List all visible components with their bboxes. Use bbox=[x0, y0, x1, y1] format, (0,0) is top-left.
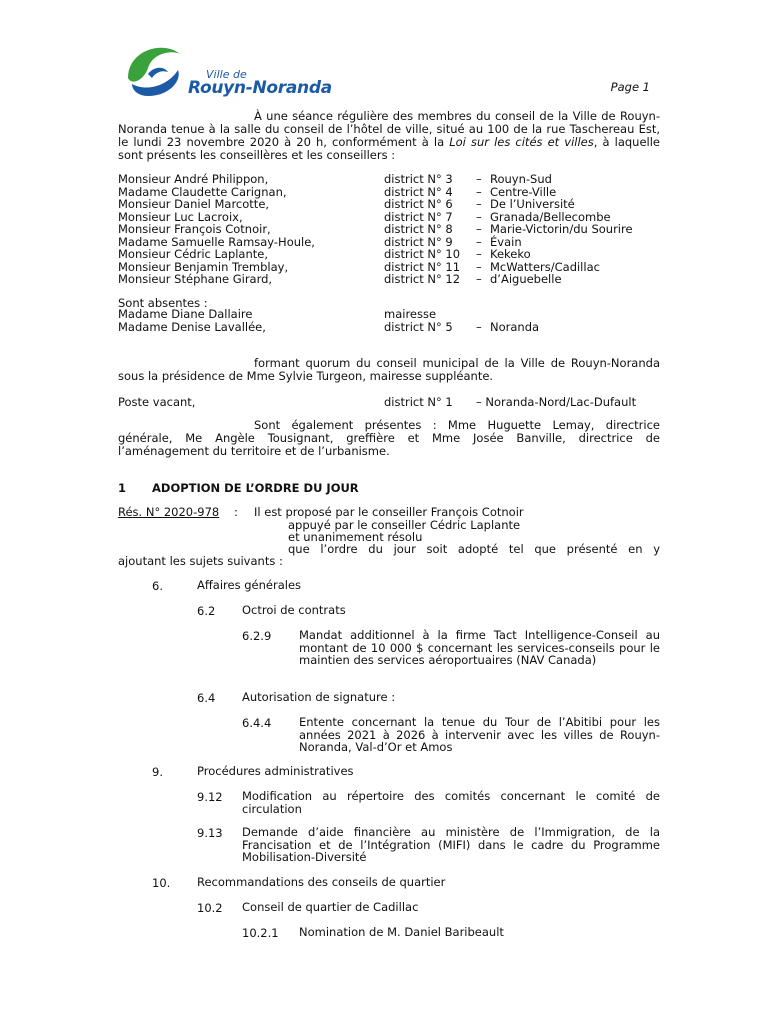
resolution-adopted: que l’ordre du jour soit adopté tel que présenté en y bbox=[288, 542, 660, 556]
agenda-item-number: 6. bbox=[152, 579, 163, 593]
district-area: De l’Université bbox=[490, 197, 575, 211]
absent-district: mairesse bbox=[384, 307, 437, 321]
district-dash: – bbox=[476, 197, 482, 211]
present-districts bbox=[384, 173, 460, 286]
councillor-district: district N° 10 bbox=[384, 247, 461, 261]
absent-districts bbox=[384, 308, 453, 333]
quorum-paragraph: formant quorum du conseil municipal de la Ville de Rouyn-Noranda sous la présidence de Mme Sylvie Turgeon, mairesse suppléante. bbox=[118, 356, 660, 383]
agenda-item-number: 6.4 bbox=[197, 691, 216, 705]
agenda-item-number: 9.12 bbox=[197, 790, 223, 804]
absent-dash: – bbox=[476, 319, 482, 334]
councillor-district: district N° 3 bbox=[384, 172, 453, 186]
present-names bbox=[118, 173, 315, 286]
absent-title: Sont absentes : bbox=[118, 296, 208, 310]
district-area: Granada/Bellecombe bbox=[490, 209, 611, 224]
absent-area: Noranda bbox=[490, 319, 540, 334]
agenda-item-number: 6.2.9 bbox=[242, 629, 272, 643]
councillor-name: Monsieur André Philippon, bbox=[118, 172, 269, 186]
councillor-name: Monsieur Daniel Marcotte, bbox=[118, 197, 270, 211]
intro-text-end: , à laquelle sont présents les conseillères et les conseillers : bbox=[118, 135, 660, 162]
district-area: McWatters/Cadillac bbox=[490, 259, 600, 274]
councillor-name: Monsieur Cédric Laplante, bbox=[118, 247, 269, 261]
page-number: Page 1 bbox=[610, 80, 650, 94]
district-dash: – bbox=[476, 172, 482, 186]
agenda-item-text: Autorisation de signature : bbox=[242, 690, 396, 704]
councillor-district: district N° 7 bbox=[384, 209, 453, 224]
section-title: ADOPTION DE L’ORDRE DU JOUR bbox=[152, 481, 359, 495]
intro-text: À une séance régulière des membres du conseil de la Ville de Rouyn-Noranda tenue à la salle du conseil de l’hôtel de ville, situé au 100 de la rue Taschereau Est, le lundi 23 novembre 2020 à 20 h, conformément à la bbox=[118, 109, 660, 149]
agenda-item-text: Demande d’aide financière au ministère de l’Immigration, de la Francisation et de l’Intégration (MIFI) dans le cadre du Programme Mobilisation-Diversité bbox=[242, 825, 660, 864]
resolution-unanimous: et unanimement résolu bbox=[288, 530, 423, 544]
absent-areas bbox=[490, 308, 539, 333]
agenda-item-text: Modification au répertoire des comités concernant le comité de circulation bbox=[242, 789, 660, 816]
councillor-district: district N° 11 bbox=[384, 259, 461, 274]
present-dashes bbox=[476, 173, 482, 286]
councillor-name: Monsieur Benjamin Tremblay, bbox=[118, 259, 289, 274]
agenda-item-number: 6.4.4 bbox=[242, 716, 272, 730]
agenda-item-text: Conseil de quartier de Cadillac bbox=[242, 900, 419, 914]
section-number: 1 bbox=[118, 481, 127, 495]
district-dash: – bbox=[476, 259, 482, 274]
councillor-district: district N° 4 bbox=[384, 184, 453, 199]
absent-dash bbox=[476, 308, 482, 321]
councillor-name: Madame Claudette Carignan, bbox=[118, 184, 287, 199]
absent-name: Madame Denise Lavallée, bbox=[118, 319, 266, 334]
district-dash: – bbox=[476, 209, 482, 224]
councillor-name: Monsieur François Cotnoir, bbox=[118, 222, 271, 236]
intro-paragraph bbox=[118, 110, 660, 162]
district-area: Marie-Victorin/du Sourire bbox=[490, 222, 633, 236]
district-area: Rouyn-Sud bbox=[490, 172, 552, 186]
absent-names bbox=[118, 308, 266, 333]
logo-city-name: Rouyn-Noranda bbox=[188, 78, 332, 98]
vacant-area: – Noranda-Nord/Lac-Dufault bbox=[476, 395, 637, 409]
district-dash: – bbox=[476, 247, 482, 261]
district-dash: – bbox=[476, 184, 482, 199]
agenda-item-text: Octroi de contrats bbox=[242, 603, 346, 617]
resolution-seconder: appuyé par le conseiller Cédric Laplante bbox=[288, 518, 521, 532]
councillor-district: district N° 8 bbox=[384, 222, 453, 236]
agenda-item-text: Nomination de M. Daniel Baribeault bbox=[299, 925, 504, 939]
vacant-district: district N° 1 bbox=[384, 395, 453, 409]
councillor-name: Monsieur Luc Lacroix, bbox=[118, 209, 243, 224]
city-logo bbox=[118, 40, 348, 100]
agenda-item-number: 10. bbox=[152, 876, 171, 890]
agenda-item-text: Mandat additionnel à la firme Tact Intelligence-Conseil au montant de 10 000 $ concernant les services-conseils pour le maintien des services aéroportuaires (NAV Canada) bbox=[299, 628, 660, 667]
agenda-item-text: Entente concernant la tenue du Tour de l’Abitibi pour les années 2021 à 2026 à intervenir avec les villes de Rouyn-Noranda, Val-d’Or et Amos bbox=[299, 715, 660, 754]
district-dash: – bbox=[476, 234, 482, 249]
agenda-item-number: 9.13 bbox=[197, 826, 223, 840]
agenda-item-number: 6.2 bbox=[197, 604, 216, 618]
resolution-proposer: Il est proposé par le conseiller François Cotnoir bbox=[254, 505, 524, 519]
agenda-item-number: 10.2 bbox=[197, 901, 223, 915]
rouyn-noranda-emblem-icon bbox=[118, 40, 188, 100]
also-present-paragraph: Sont également présentes : Mme Huguette Lemay, directrice générale, Me Angèle Tousignant, greffière et Mme Josée Banville, directrice de l’aménagement du territoire et de l’urbanisme. bbox=[118, 418, 660, 458]
district-area: Centre-Ville bbox=[490, 184, 557, 199]
district-area: d’Aiguebelle bbox=[490, 272, 562, 286]
councillor-district: district N° 9 bbox=[384, 234, 453, 249]
district-area: Kekeko bbox=[490, 247, 531, 261]
vacant-label: Poste vacant, bbox=[118, 395, 196, 409]
councillor-district: district N° 12 bbox=[384, 272, 461, 286]
resolution-ref: Rés. N° 2020-978 bbox=[118, 505, 220, 519]
resolution-colon: : bbox=[234, 505, 238, 519]
law-title: Loi sur les cités et villes bbox=[449, 135, 594, 149]
agenda-item-text: Recommandations des conseils de quartier bbox=[197, 875, 446, 889]
district-area: Évain bbox=[490, 234, 522, 249]
logo-ville-text: Ville de bbox=[206, 68, 247, 81]
absent-name: Madame Diane Dallaire bbox=[118, 307, 253, 321]
present-areas bbox=[490, 173, 633, 286]
agenda-item-number: 10.2.1 bbox=[242, 926, 279, 940]
agenda-item-text: Procédures administratives bbox=[197, 764, 354, 778]
councillor-name: Monsieur Stéphane Girard, bbox=[118, 272, 273, 286]
councillor-name: Madame Samuelle Ramsay-Houle, bbox=[118, 234, 315, 249]
councillor-district: district N° 6 bbox=[384, 197, 453, 211]
district-dash: – bbox=[476, 222, 482, 236]
agenda-item-number: 9. bbox=[152, 765, 163, 779]
district-dash: – bbox=[476, 272, 482, 286]
absent-area bbox=[490, 308, 539, 321]
resolution-added: ajoutant les sujets suivants : bbox=[118, 554, 283, 568]
absent-dashes bbox=[476, 308, 482, 333]
absent-district: district N° 5 bbox=[384, 319, 453, 334]
agenda-item-text: Affaires générales bbox=[197, 578, 302, 592]
